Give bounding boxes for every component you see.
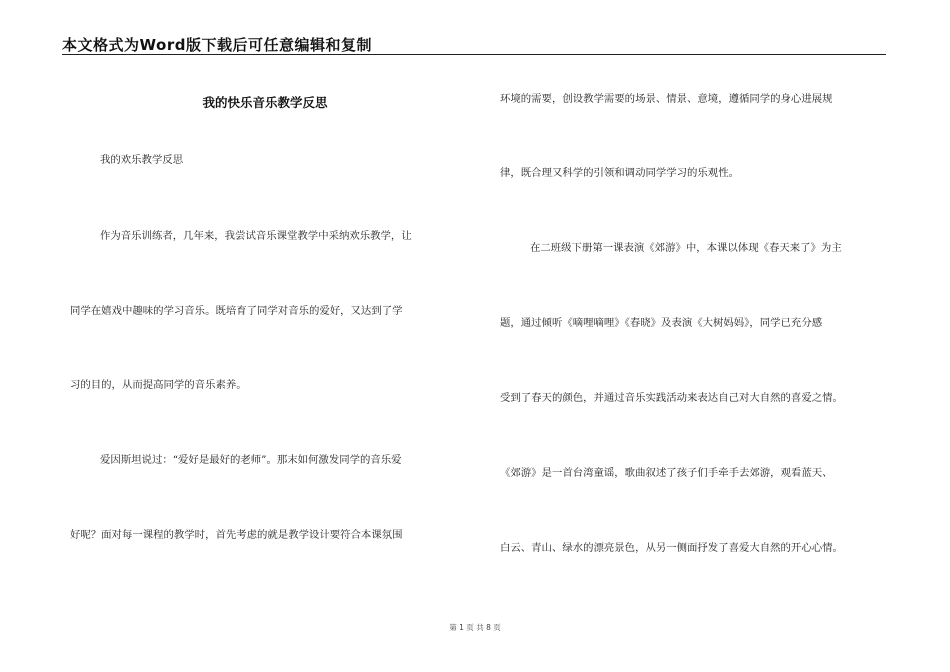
paragraph-line: 《郊游》是一首台湾童谣，歌曲叙述了孩子们手牵手去郊游，观看蓝天、: [500, 467, 833, 479]
page-number: 第 1 页 共 8 页: [449, 623, 501, 632]
paragraph-line: 同学在嬉戏中趣味的学习音乐。既培育了同学对音乐的爱好，又达到了学: [70, 305, 403, 317]
document-title: 我的快乐音乐教学反思: [202, 95, 328, 110]
header-title: 本文格式为Word版下载后可任意编辑和复制: [62, 36, 372, 54]
paragraph-line: 我的欢乐教学反思: [100, 154, 184, 166]
right-column: [500, 0, 890, 672]
left-column: [70, 0, 460, 672]
paragraph-line: 白云、青山、绿水的漂亮景色，从另一侧面抒发了喜爱大自然的开心心情。: [500, 542, 843, 554]
paragraph-line: 作为音乐训练者，几年来，我尝试音乐课堂教学中采纳欢乐教学，让: [100, 230, 412, 242]
paragraph-line: 习的目的，从而提高同学的音乐素养。: [70, 379, 247, 391]
paragraph-line: 律，既合理又科学的引领和调动同学学习的乐观性。: [500, 167, 739, 179]
paragraph-line: 好呢？面对每一课程的教学时，首先考虑的就是教学设计要符合本课氛围: [70, 529, 403, 541]
paragraph-line: 题，通过倾听《嘀哩嘀哩》《春晓》及表演《大树妈妈》，同学已充分感: [500, 317, 823, 329]
paragraph-line: 爱因斯坦说过：“爱好是最好的老师”。那末如何激发同学的音乐爱: [100, 454, 402, 466]
paragraph-line: 环境的需要，创设教学需要的场景、情景、意境，遵循同学的身心进展规: [500, 93, 833, 105]
paragraph-line: 在二班级下册第一课表演《郊游》中，本课以体现《春天来了》为主: [530, 242, 842, 254]
paragraph-line: 受到了春天的颜色，并通过音乐实践活动来表达自己对大自然的喜爱之情。: [500, 392, 843, 404]
